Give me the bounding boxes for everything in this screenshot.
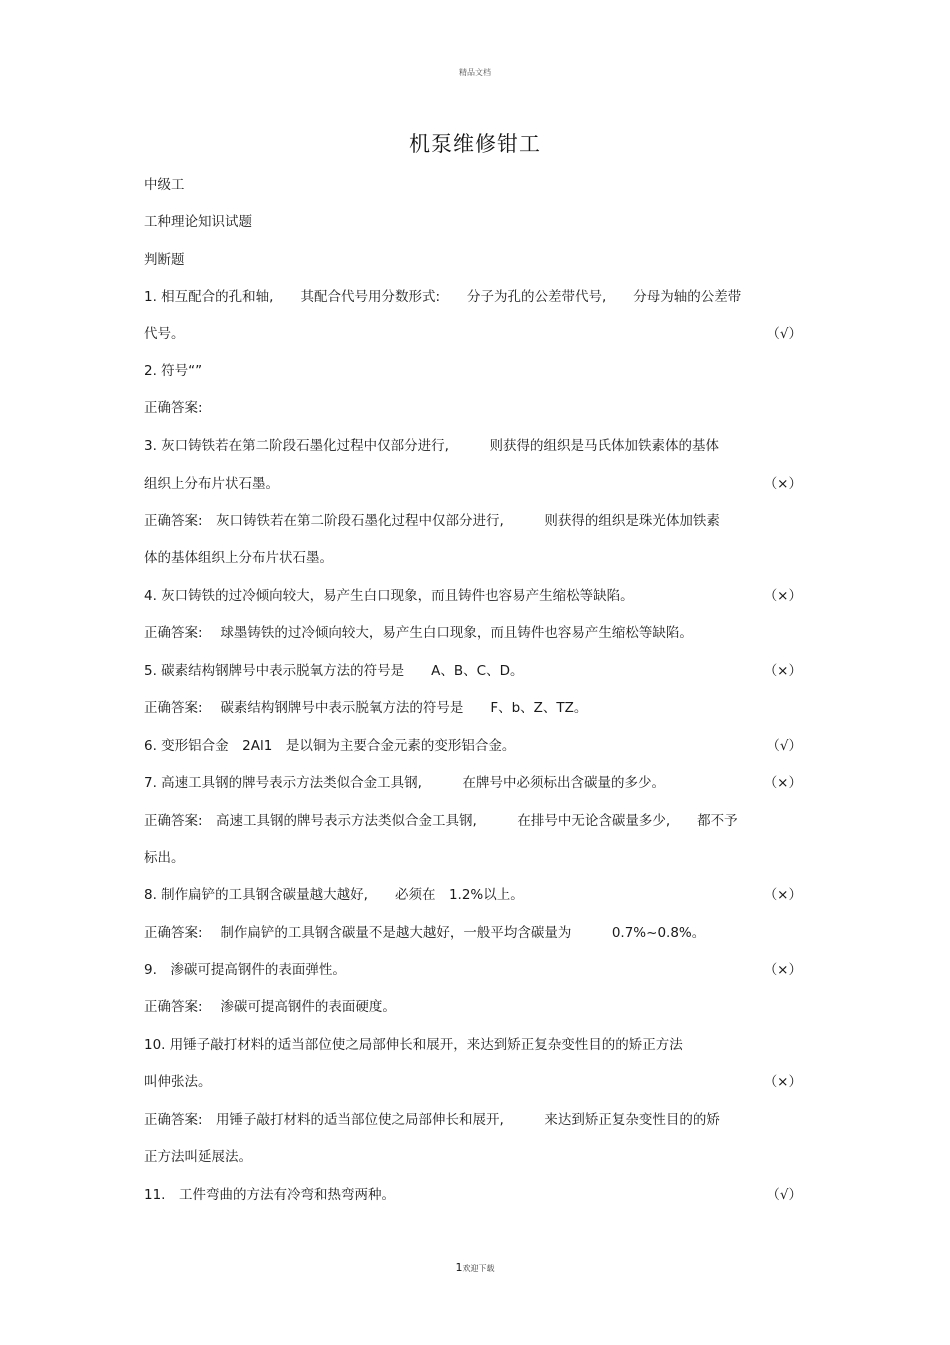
text-line: 7. 高速工具钢的牌号表示方法类似合金工具钢, 在牌号中必须标出含碳量的多少。 xyxy=(144,775,665,791)
text-line: 标出。 xyxy=(144,850,185,866)
answer-mark: （√） xyxy=(766,1187,802,1203)
answer-mark: （×） xyxy=(763,887,802,903)
text-line: 叫伸张法。 xyxy=(144,1074,212,1090)
answer-mark: （×） xyxy=(763,588,802,604)
answer-mark: （×） xyxy=(763,962,802,978)
text-line: 5. 碳素结构钢牌号中表示脱氧方法的符号是 A、B、C、D。 xyxy=(144,663,524,679)
text-line: 正确答案: 碳素结构钢牌号中表示脱氧方法的符号是 F、b、Z、TZ。 xyxy=(144,700,588,716)
text-line: 组织上分布片状石墨。 xyxy=(144,476,279,492)
text-line: 10. 用锤子敲打材料的适当部位使之局部伸长和展开，来达到矫正复杂变性目的的矫正方法 xyxy=(144,1037,683,1053)
document-title: 机泵维修钳工 xyxy=(409,132,541,156)
page-header: 精品文档 xyxy=(459,68,491,77)
meta-line: 中级工 xyxy=(144,177,185,193)
text-line: 代号。 xyxy=(144,326,185,342)
text-line: 6. 变形铝合金 2Al1 是以铜为主要合金元素的变形铝合金。 xyxy=(144,738,516,754)
text-line: 1. 相互配合的孔和轴, 其配合代号用分数形式: 分子为孔的公差带代号, 分母为轴的公差带 xyxy=(144,289,742,305)
answer-mark: （√） xyxy=(766,738,802,754)
text-line: 4. 灰口铸铁的过冷倾向较大，易产生白口现象，而且铸件也容易产生缩松等缺陷。 xyxy=(144,588,634,604)
answer-mark: （×） xyxy=(763,1074,802,1090)
text-line: 2. 符号“” xyxy=(144,363,203,379)
answer-mark: （×） xyxy=(763,775,802,791)
text-line: 正确答案: 用锤子敲打材料的适当部位使之局部伸长和展开, 来达到矫正复杂变性目的的矫 xyxy=(144,1112,720,1128)
meta-line: 工种理论知识试题 xyxy=(144,214,252,230)
page-number: 1 xyxy=(455,1261,463,1274)
text-line: 11. 工件弯曲的方法有冷弯和热弯两种。 xyxy=(144,1187,395,1203)
answer-mark: （×） xyxy=(763,476,802,492)
answer-mark: （√） xyxy=(766,326,802,342)
text-line: 正确答案: 高速工具钢的牌号表示方法类似合金工具钢, 在排号中无论含碳量多少, 都不予 xyxy=(144,813,738,829)
text-line: 8. 制作扁铲的工具钢含碳量越大越好, 必须在 1.2%以上。 xyxy=(144,887,524,903)
meta-line: 判断题 xyxy=(144,252,185,268)
text-line: 正确答案: 球墨铸铁的过冷倾向较大，易产生白口现象，而且铸件也容易产生缩松等缺陷。 xyxy=(144,625,693,641)
text-line: 3. 灰口铸铁若在第二阶段石墨化过程中仅部分进行, 则获得的组织是马氏体加铁素体的基体 xyxy=(144,438,719,454)
text-line: 正确答案: 制作扁铲的工具钢含碳量不是越大越好，一般平均含碳量为 0.7%~0.8%。 xyxy=(144,925,706,941)
answer-mark: （×） xyxy=(763,663,802,679)
text-line: 正方法叫延展法。 xyxy=(144,1149,252,1165)
text-line: 正确答案: 灰口铸铁若在第二阶段石墨化过程中仅部分进行, 则获得的组织是珠光体加铁素 xyxy=(144,513,720,529)
text-line: 正确答案: 渗碳可提高钢件的表面硬度。 xyxy=(144,999,396,1015)
text-line: 体的基体组织上分布片状石墨。 xyxy=(144,550,333,566)
page-footer xyxy=(0,1261,950,1274)
text-line: 9. 渗碳可提高钢件的表面弹性。 xyxy=(144,962,346,978)
text-line: 正确答案: xyxy=(144,400,203,416)
footer-note: 欢迎下载 xyxy=(462,1264,495,1273)
